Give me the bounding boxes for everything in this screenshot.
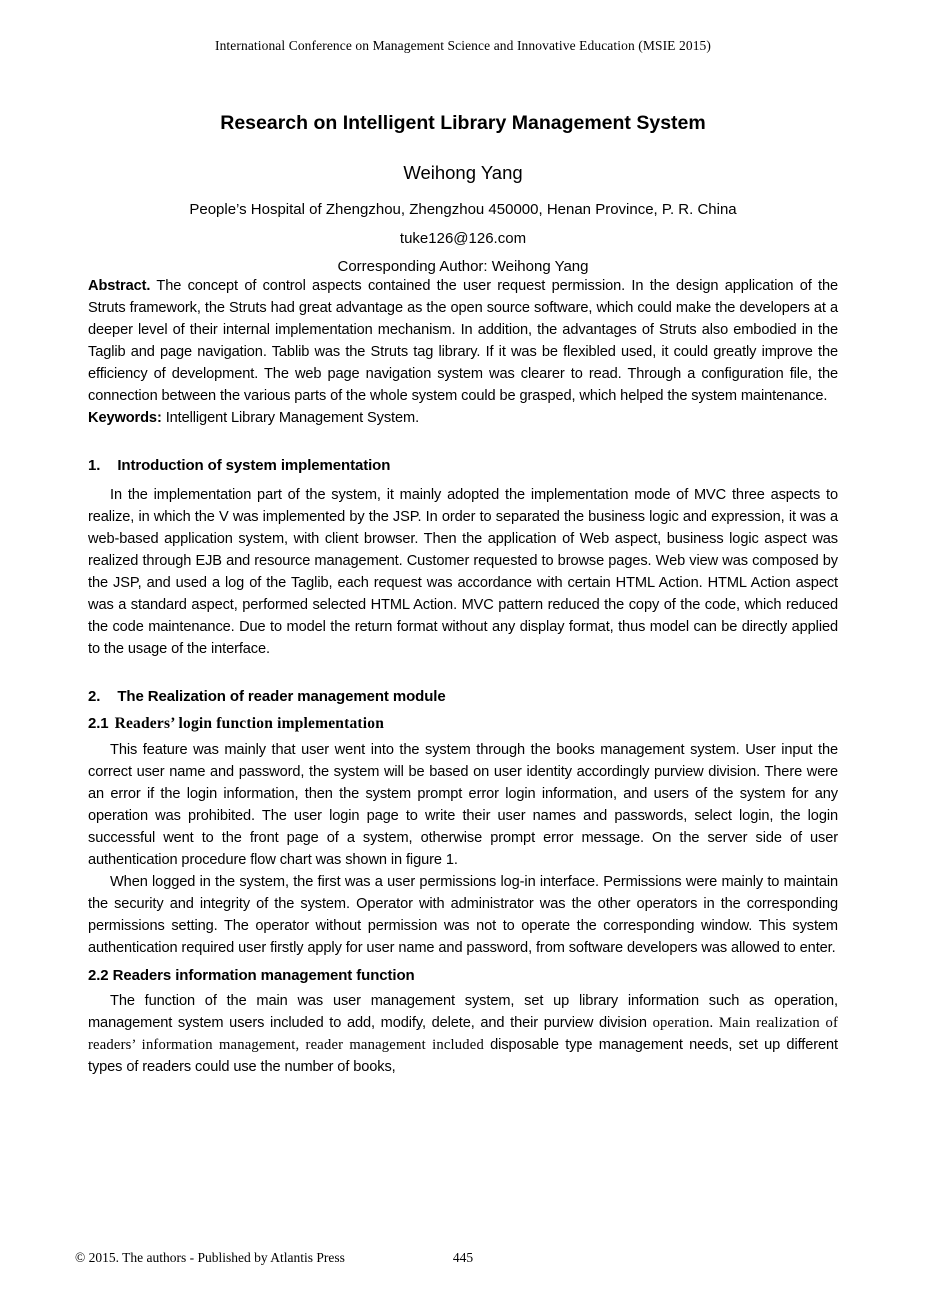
keywords-line	[88, 407, 838, 429]
section-2-heading	[88, 688, 838, 705]
section-2-1-number: 2.1	[88, 715, 109, 732]
paper-title: Research on Intelligent Library Management System	[220, 112, 706, 134]
abstract-label: Abstract.	[88, 278, 151, 294]
abstract-paragraph	[88, 275, 838, 407]
section-2-2-paragraph-serif-line: operation. Main realization of readers’ information management, reader management included	[88, 1015, 839, 1053]
section-2-number: 2.	[88, 688, 101, 705]
section-1-heading	[88, 457, 838, 474]
section-2-1-paragraph-2: When logged in the system, the first was a user permissions log-in interface. Permissions were mainly to maintain the security and integrity of the system. Operator with administrator was the other operators in the corresponding permissions setting. The operator without permission was not to operate the corresponding window. This system authentication required user firstly apply for user name and password, from software developers was allowed to enter.	[88, 874, 838, 956]
footer-page-number: 445	[452, 1250, 474, 1265]
section-2-1-title: Readers’ login function implementation	[114, 715, 385, 732]
section-1-title: Introduction of system implementation	[117, 457, 391, 474]
footer-copyright: © 2015. The authors - Published by Atlantis Press	[75, 1250, 345, 1265]
abstract-text: The concept of control aspects contained the user request permission. In the design application of the Struts framework, the Struts had great advantage as the open source software, which could make the developers at a deeper level of their internal implementation mechanism. In addition, the advantages of Struts also embodied in the Taglib and page navigation. Tablib was the Struts tag library. If it was be flexibled used, it could greatly improve the efficiency of development. The web page navigation system was clearer to read. Through a configuration file, the connection between the various parts of the whole system could be grasped, which helped the system maintenance.	[88, 278, 838, 404]
section-2-2-paragraph	[88, 990, 838, 1078]
paper-content	[0, 112, 926, 1078]
section-2-title: The Realization of reader management module	[117, 688, 446, 705]
section-2-1-paragraph-1: This feature was mainly that user went into the system through the books management system. User input the correct user name and password, the system will be based on user identity accordingly purview division. There were an error if the login information, then the system prompt error login information, and users of the system for any operation was prohibited. The user login page to write their user names and passwords, select login, the login successful went to the front page of a system, otherwise prompt error message. On the server side of user authentication procedure flow chart was shown in figure 1.	[88, 742, 838, 868]
section-2-2-paragraph-part2: disposable type management needs, set up different types of readers could use the number of books,	[88, 1037, 838, 1075]
keywords-label: Keywords:	[88, 410, 162, 426]
conference-header: International Conference on Management Science and Innovative Education (MSIE 2015)	[214, 38, 711, 53]
section-2-2-paragraph-part1: The function of the main was user management system, set up library information such as operation, management system users included to add, modify, delete, and their purview division	[88, 993, 838, 1031]
author-affiliation: People’s Hospital of Zhengzhou, Zhengzhou 450000, Henan Province, P. R. China	[189, 201, 737, 218]
corresponding-author: Corresponding Author: Weihong Yang	[337, 258, 589, 275]
section-1-number: 1.	[88, 457, 101, 474]
keywords-text: Intelligent Library Management System.	[165, 410, 420, 426]
author-name: Weihong Yang	[403, 162, 523, 183]
section-1-paragraph: In the implementation part of the system, it mainly adopted the implementation mode of MVC three aspects to realize, in which the V was implemented by the JSP. In order to separated the business logic and expression, it was a web-based application system, with client browser. Then the application of Web aspect, business logic aspect was realized through EJB and resource management. Customer requested to browse pages. Web view was composed by the JSP, and used a log of the Taglib, each request was accordance with certain HTML Action. HTML Action aspect was a standard aspect, performed selected HTML Action. MVC pattern reduced the copy of the code, which reduced the code maintenance. Due to model the return format without any display format, thus model can be directly applied to the usage of the interface.	[88, 487, 838, 657]
section-2-1-heading	[88, 715, 838, 733]
section-2-2-heading: 2.2 Readers information management function	[88, 967, 415, 984]
author-email: tuke126@126.com	[399, 230, 527, 247]
